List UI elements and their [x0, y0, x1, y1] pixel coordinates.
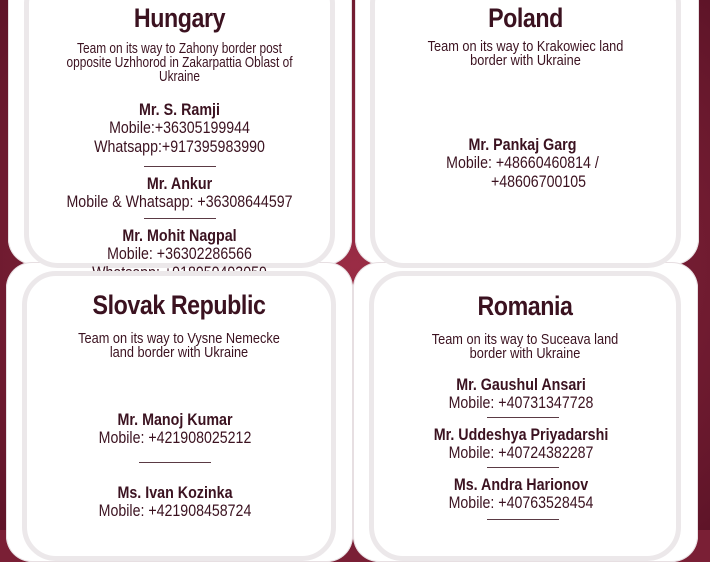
- country-title: Poland: [488, 3, 563, 33]
- card-poland-content: [375, 3, 676, 192]
- country-title: Slovak Republic: [92, 290, 266, 320]
- contact-name: Mr. Mohit Nagpal: [122, 226, 237, 245]
- country-title: Hungary: [133, 3, 226, 33]
- contact-phone: Mobile: +40763528454: [448, 494, 594, 512]
- card-hungary-content: [29, 3, 330, 283]
- contact-name: Mr. Uddeshya Priyadarshi: [433, 425, 609, 444]
- card-poland: [370, 0, 681, 268]
- contact-phone: Mobile: +421908458724: [98, 502, 252, 520]
- contact-name: Mr. Pankaj Garg: [468, 135, 577, 154]
- team-description: Team on its way to Vysne Nemecke land border with Ukraine: [78, 331, 280, 361]
- contact-andra-harionov: [366, 475, 676, 513]
- contact-ivan-kozinka: [19, 483, 331, 521]
- contact-phone: Mobile: +36302286566: [107, 245, 252, 263]
- contact-ankur: [29, 174, 330, 212]
- divider: [487, 467, 559, 468]
- contact-phone: Mobile: +40724382287: [448, 444, 594, 462]
- contact-phone: Mobile: +421908025212: [98, 429, 252, 447]
- contact-name: Mr. Gaushul Ansari: [456, 375, 586, 394]
- contact-name: Mr. Ankur: [146, 174, 213, 193]
- contact-whatsapp: Whatsapp:+917395983990: [94, 138, 265, 156]
- contact-uddeshya-priyadarshi: [366, 425, 676, 463]
- card-romania: [369, 271, 681, 561]
- contact-s-ramji: [29, 100, 330, 157]
- team-description: Team on its way to Krakowiec land border with Ukraine: [427, 39, 624, 69]
- contact-name: Ms. Andra Harionov: [453, 475, 589, 494]
- divider: [144, 166, 216, 167]
- country-title: Romania: [477, 291, 573, 321]
- contact-name: Ms. Ivan Kozinka: [117, 483, 233, 502]
- divider: [487, 417, 559, 418]
- contact-manoj-kumar: [19, 410, 331, 448]
- contact-name: Mr. Manoj Kumar: [117, 410, 233, 429]
- contact-phone-alt: +48606700105: [490, 173, 587, 191]
- divider: [487, 519, 559, 520]
- contact-pankaj-garg: [369, 135, 676, 192]
- card-hungary: [24, 0, 335, 268]
- card-slovak-republic: [22, 271, 336, 561]
- contact-phone: Mobile: +48660460814 /: [446, 154, 599, 172]
- divider: [144, 218, 216, 219]
- contact-phone: Mobile:+36305199944: [109, 119, 250, 137]
- contact-gaushul-ansari: [366, 375, 676, 413]
- team-description: Team on its way to Suceava land border with Ukraine: [431, 332, 619, 362]
- card-slovak-content: [27, 290, 331, 521]
- contact-phone: Mobile & Whatsapp: +36308644597: [66, 193, 293, 211]
- contact-name: Mr. S. Ramji: [139, 100, 220, 119]
- contact-phone: Mobile: +40731347728: [448, 394, 594, 412]
- card-romania-content: [374, 291, 676, 520]
- team-description: Team on its way to Zahony border post opposite Uzhhorod in Zakarpattia Oblast of Ukraine: [66, 41, 293, 85]
- divider: [139, 462, 211, 463]
